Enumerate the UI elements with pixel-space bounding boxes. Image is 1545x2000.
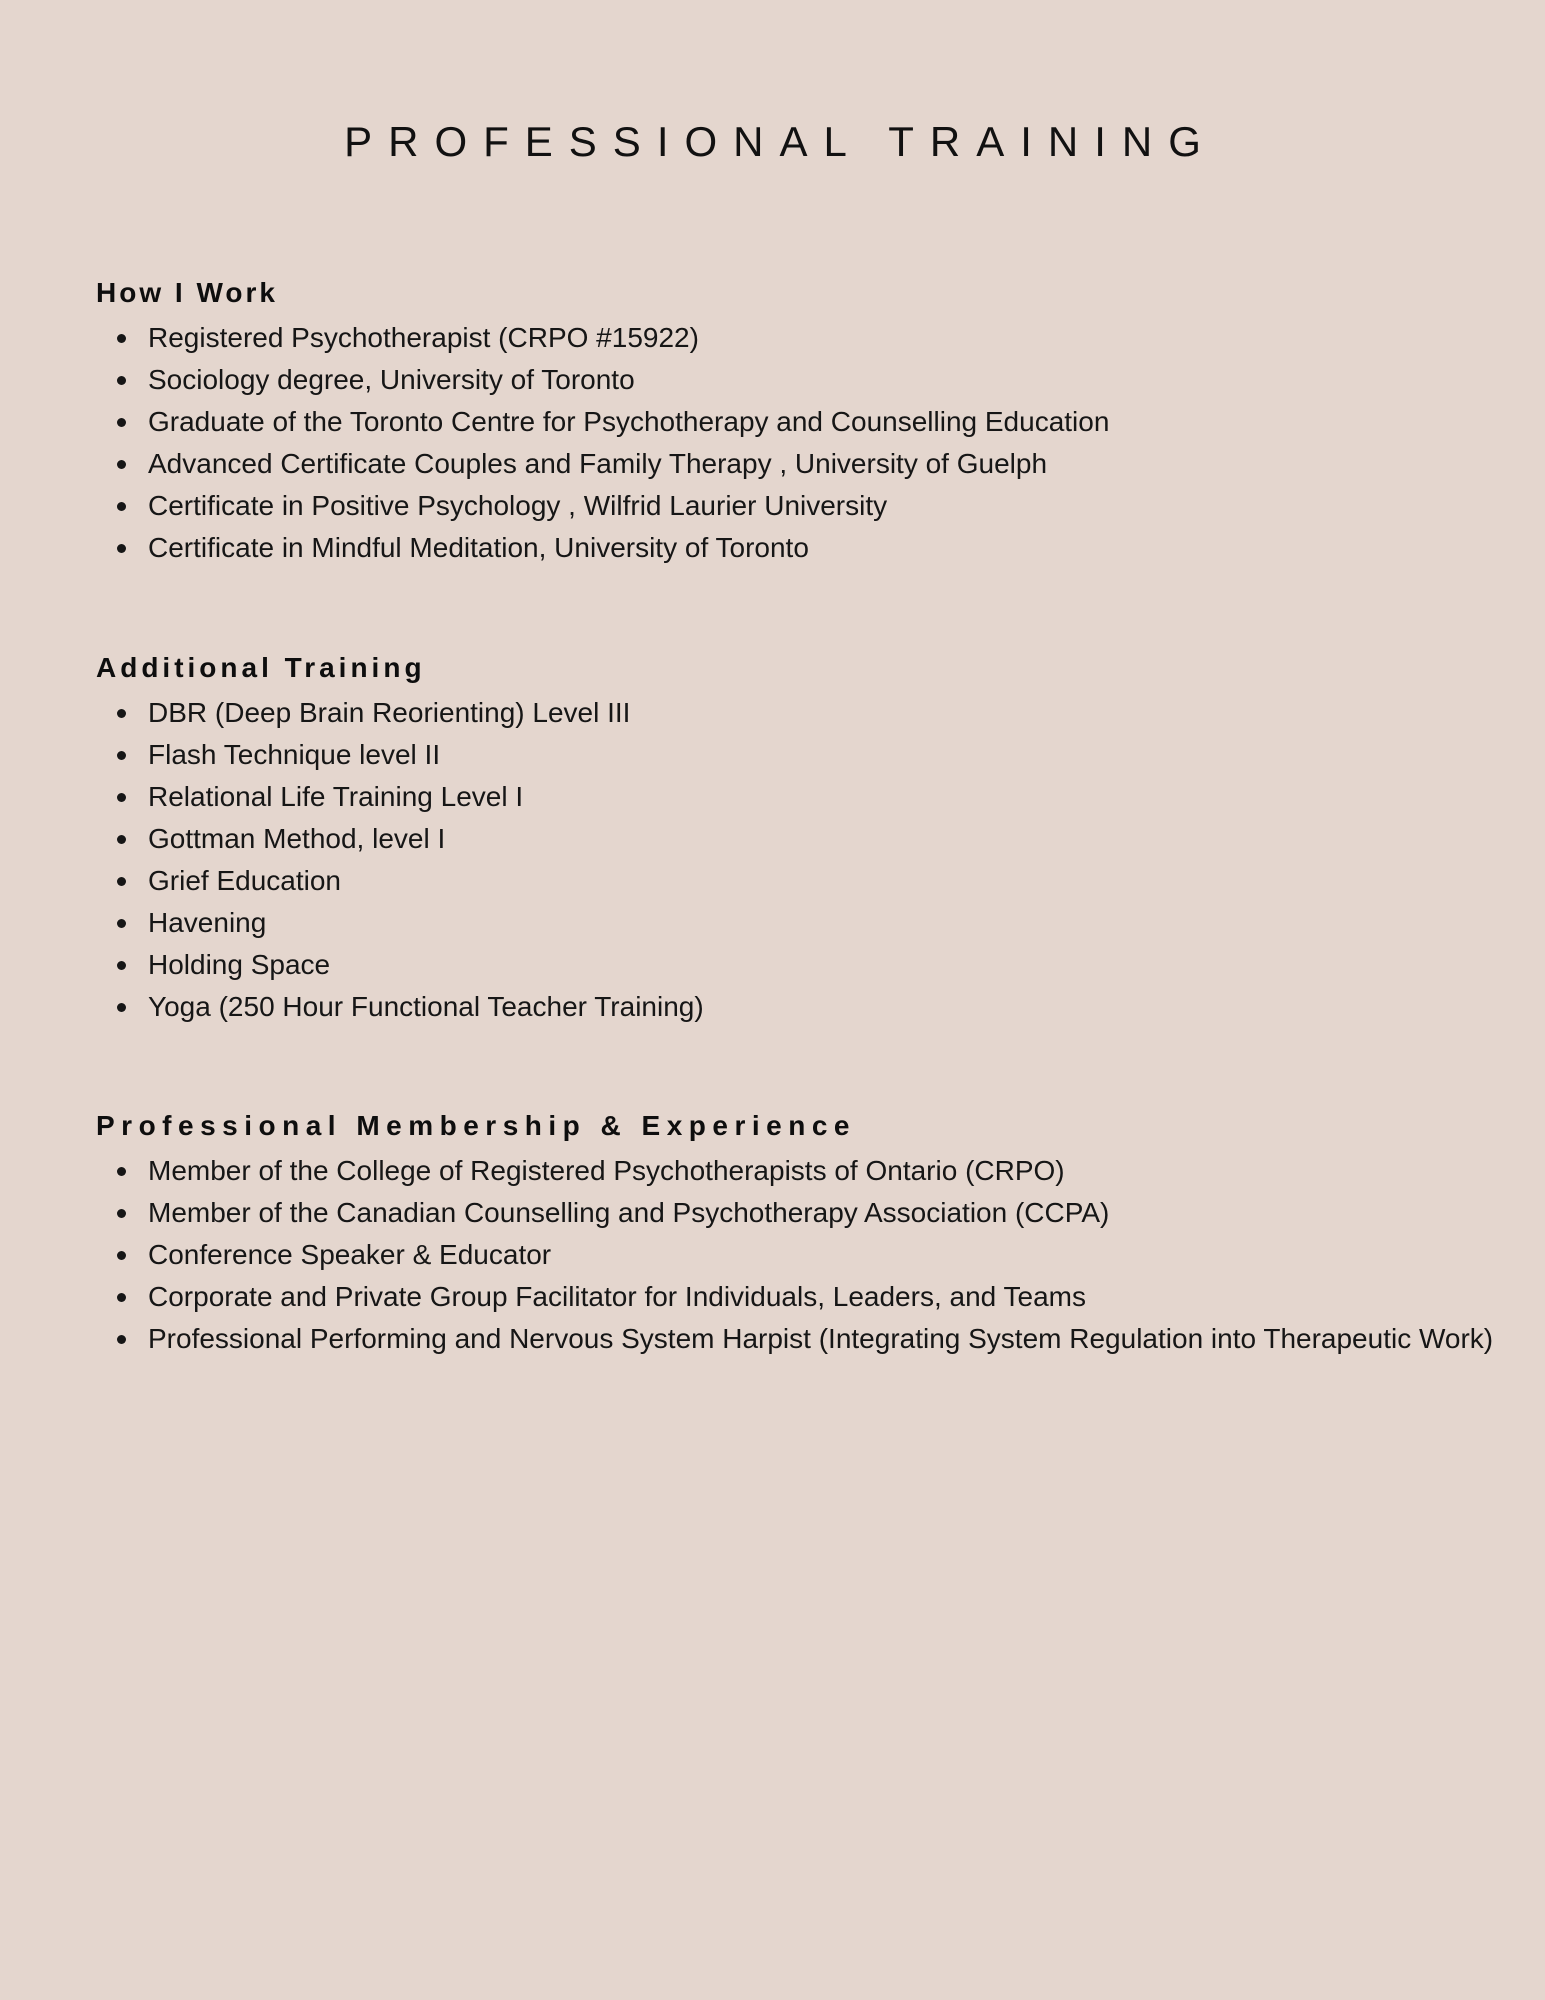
list-item [96, 986, 1536, 1028]
bullet-icon [117, 751, 126, 760]
bullet-icon [117, 1003, 126, 1012]
bullet-icon [117, 376, 126, 385]
bullet-icon [117, 1209, 126, 1218]
bullet-icon [117, 919, 126, 928]
bullet-icon [117, 544, 126, 553]
list-item [96, 818, 1536, 860]
list-item-text: Corporate and Private Group Facilitator for Individuals, Leaders, and Teams [148, 1281, 1086, 1312]
bullet-icon [117, 460, 126, 469]
list-item [96, 443, 1536, 485]
list-item-text: Grief Education [148, 865, 341, 896]
list-item-text: Certificate in Mindful Meditation, University of Toronto [148, 532, 809, 563]
section-heading: Professional Membership & Experience [96, 1110, 856, 1141]
list-item [96, 317, 1536, 359]
list-item [96, 1234, 1536, 1276]
bullet-icon [117, 502, 126, 511]
bullet-icon [117, 1251, 126, 1260]
list-item [96, 1318, 1536, 1360]
list-item-text: Yoga (250 Hour Functional Teacher Training) [148, 991, 704, 1022]
list-item [96, 527, 1536, 569]
item-list [96, 692, 1536, 1028]
bullet-icon [117, 1167, 126, 1176]
list-item-text: DBR (Deep Brain Reorienting) Level III [148, 697, 631, 728]
list-item [96, 1276, 1536, 1318]
list-item-text: Graduate of the Toronto Centre for Psychotherapy and Counselling Education [148, 406, 1110, 437]
list-item [96, 776, 1536, 818]
bullet-icon [117, 793, 126, 802]
list-item [96, 734, 1536, 776]
list-item-text: Certificate in Positive Psychology , Wilfrid Laurier University [148, 490, 888, 521]
section-professional-membership [96, 1106, 1536, 1360]
bullet-icon [117, 961, 126, 970]
bullet-icon [117, 709, 126, 718]
list-item [96, 860, 1536, 902]
list-item [96, 944, 1536, 986]
section-how-i-work [96, 273, 1536, 569]
bullet-icon [117, 1335, 126, 1344]
list-item [96, 692, 1536, 734]
page-title: PROFESSIONAL TRAINING [344, 118, 1217, 165]
section-heading: How I Work [96, 277, 278, 308]
bullet-icon [117, 877, 126, 886]
list-item-text: Conference Speaker & Educator [148, 1239, 552, 1270]
list-item-text: Registered Psychotherapist (CRPO #15922) [148, 322, 699, 353]
list-item-text: Professional Performing and Nervous System Harpist (Integrating System Regulation into Therapeutic Work) [148, 1323, 1494, 1354]
bullet-icon [117, 835, 126, 844]
list-item [96, 401, 1536, 443]
list-item [96, 359, 1536, 401]
item-list [96, 1150, 1536, 1360]
bullet-icon [117, 334, 126, 343]
section-heading: Additional Training [96, 652, 426, 683]
list-item-text: Member of the College of Registered Psychotherapists of Ontario (CRPO) [148, 1155, 1065, 1186]
list-item-text: Advanced Certificate Couples and Family Therapy , University of Guelph [148, 448, 1048, 479]
list-item-text: Member of the Canadian Counselling and Psychotherapy Association (CCPA) [148, 1197, 1110, 1228]
list-item-text: Havening [148, 907, 267, 938]
list-item [96, 1150, 1536, 1192]
section-additional-training [96, 648, 1536, 1028]
list-item [96, 485, 1536, 527]
item-list [96, 317, 1536, 569]
list-item-text: Flash Technique level II [148, 739, 441, 770]
list-item-text: Relational Life Training Level I [148, 781, 524, 812]
list-item-text: Gottman Method, level I [148, 823, 446, 854]
list-item-text: Holding Space [148, 949, 331, 980]
bullet-icon [117, 1293, 126, 1302]
bullet-icon [117, 418, 126, 427]
list-item [96, 1192, 1536, 1234]
list-item [96, 902, 1536, 944]
list-item-text: Sociology degree, University of Toronto [148, 364, 635, 395]
